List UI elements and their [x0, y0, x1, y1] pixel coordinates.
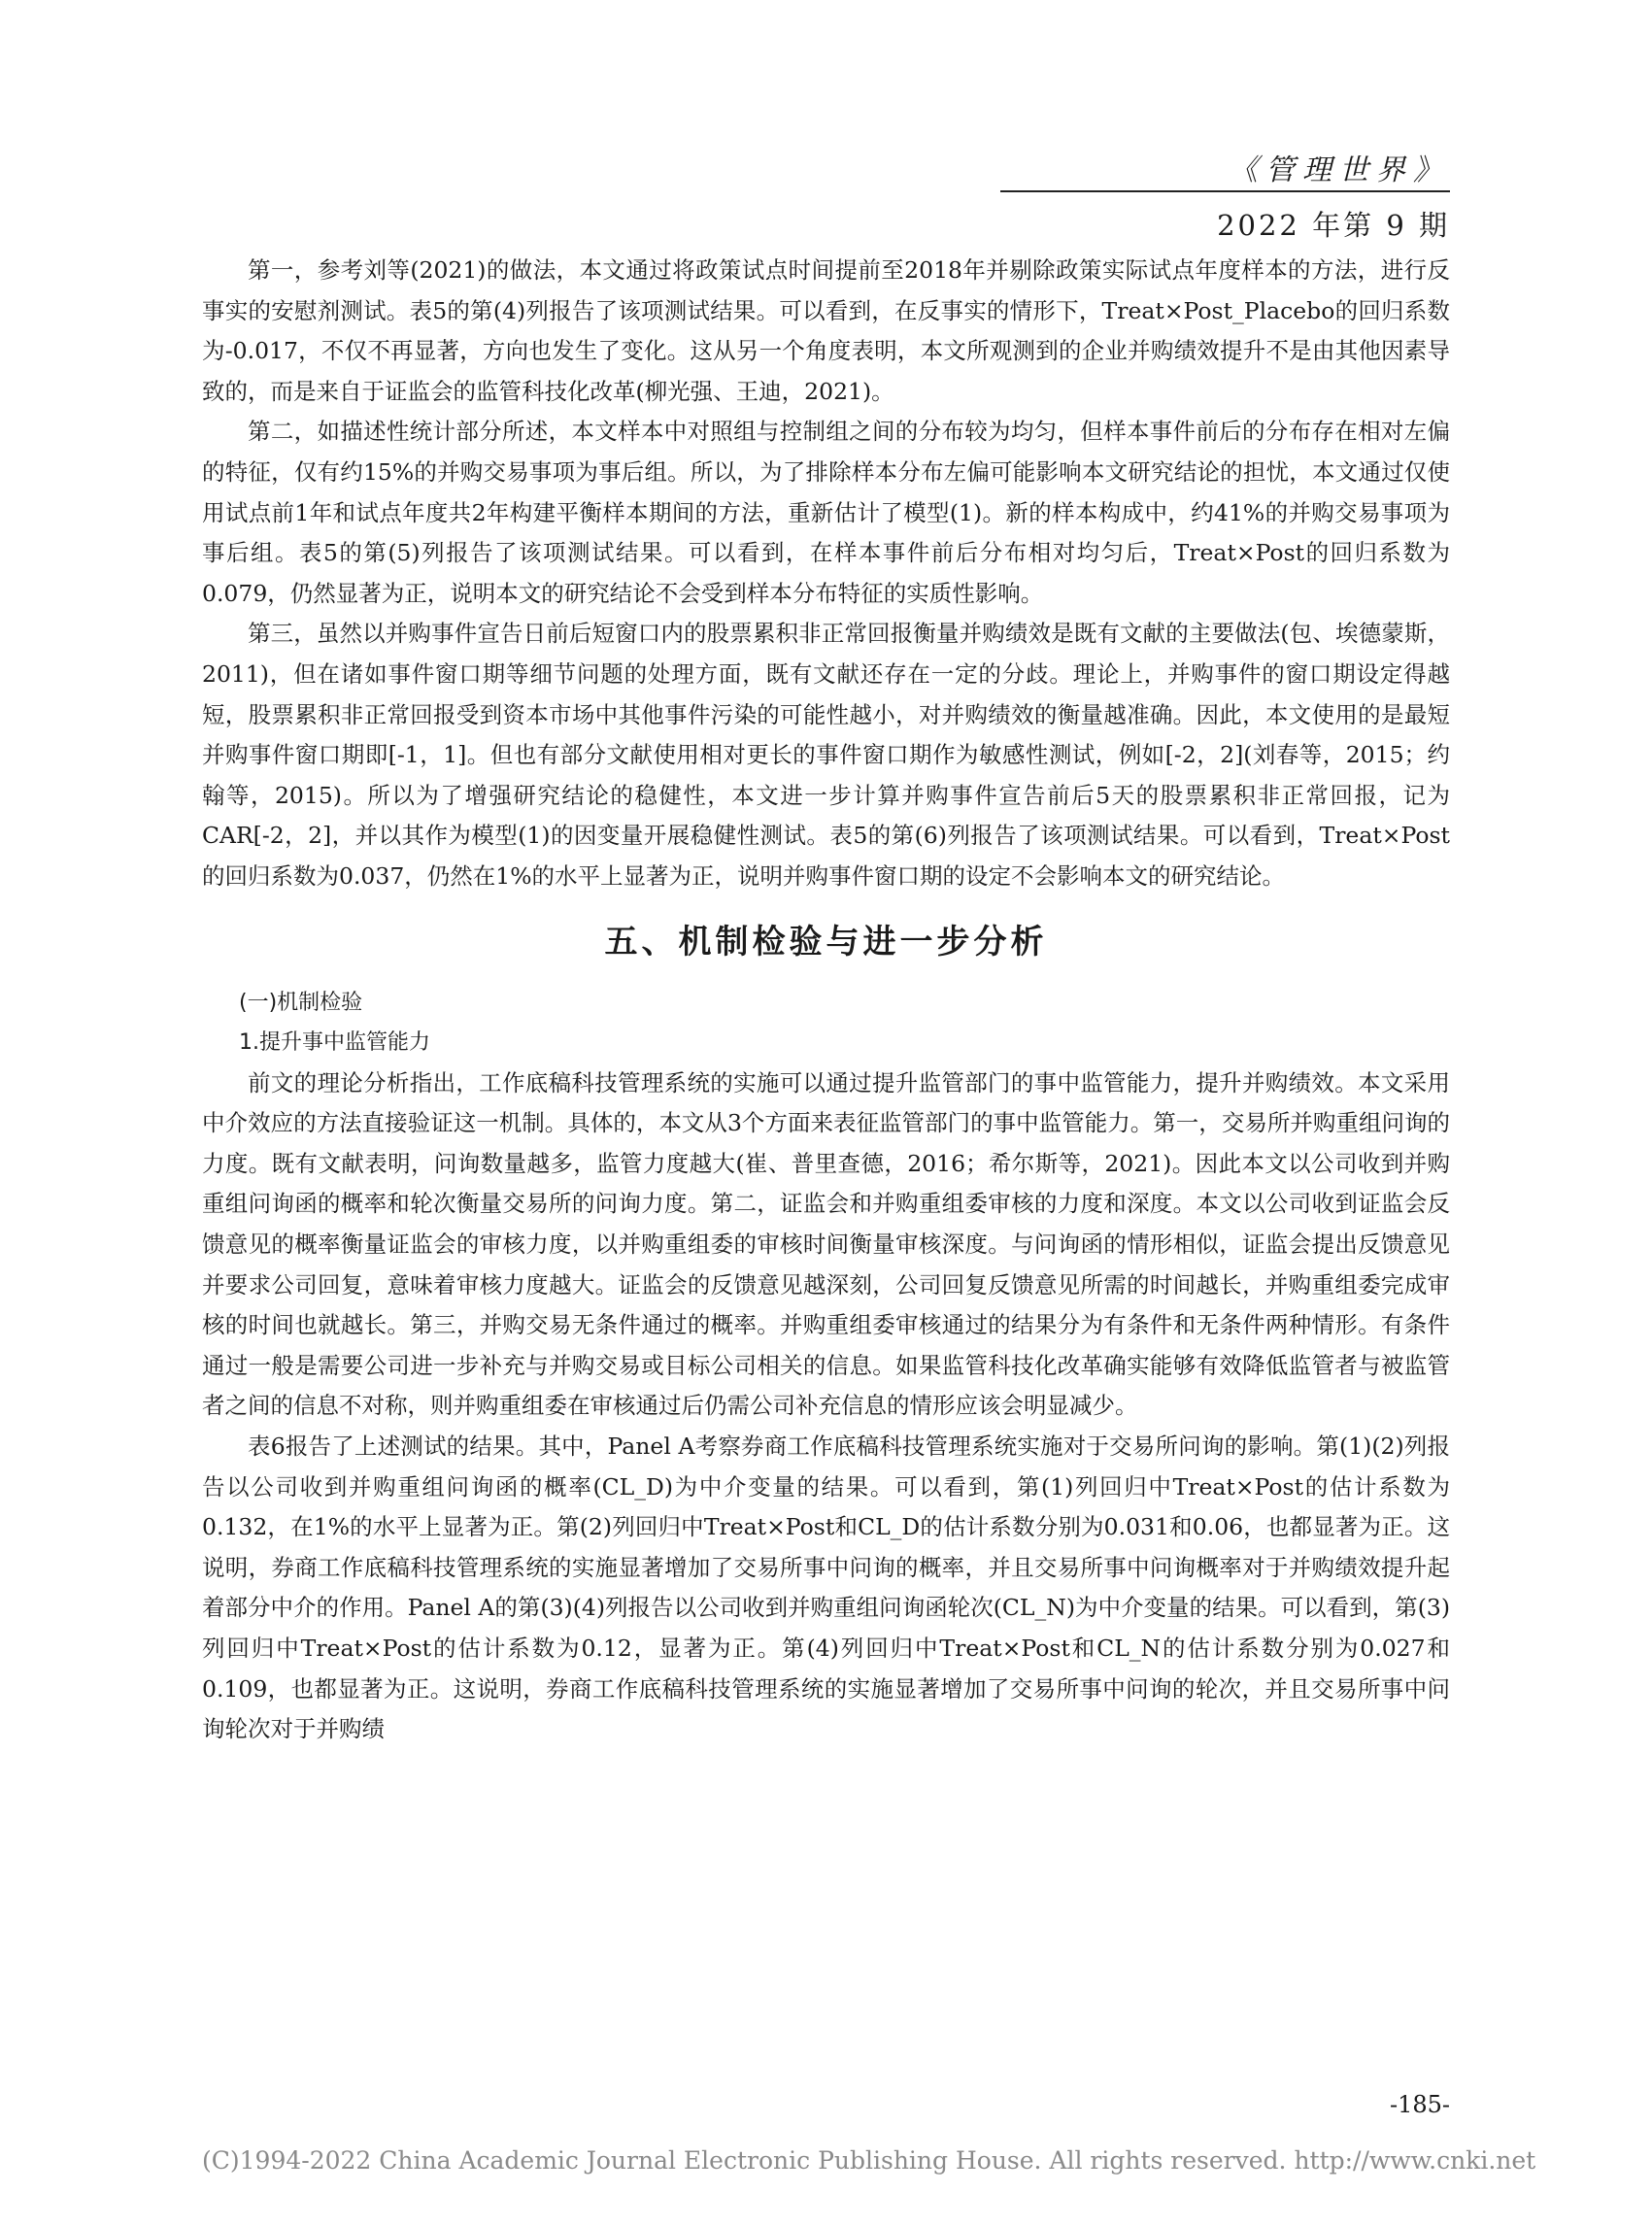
subsubsection-heading: 1.提升事中监管能力	[239, 1030, 430, 1056]
paragraph-table6-results: 表6报告了上述测试的结果。其中，Panel A考察券商工作底稿科技管理系统实施对于交易所问询的影响。第(1)(2)列报告以公司收到并购重组问询函的概率(CL_D)为中介变量的结果。可以看到，第(1)列回归中Treat×Post的估计系数为0.132，在1%的水平上显著为正。第(2)列回归中Treat×Post和CL_D的估计系数分别为0.031和0.06，也都显著为正。这说明，券商工作底稿科技管理系统的实施显著增加了交易所事中问询的概率，并且交易所事中问询概率对于并购绩效提升起着部分中介的作用。Panel A的第(3)(4)列报告以公司收到并购重组问询函轮次(CL_N)为中介变量的结果。可以看到，第(3)列回归中Treat×Post的估计系数为0.12，显著为正。第(4)列回归中Treat×Post和CL_N的估计系数分别为0.027和0.109，也都显著为正。这说明，券商工作底稿科技管理系统的实施显著增加了交易所事中问询的轮次，并且交易所事中问询轮次对于并购绩	[202, 1433, 1450, 1743]
article-body	[202, 251, 1450, 1750]
paragraph-event-window: 第三，虽然以并购事件宣告日前后短窗口内的股票累积非正常回报衡量并购绩效是既有文献的主要做法(包、埃德蒙斯，2011)，但在诸如事件窗口期等细节问题的处理方面，既有文献还存在一定的分歧。理论上，并购事件的窗口期设定得越短，股票累积非正常回报受到资本市场中其他事件污染的可能性越小，对并购绩效的衡量越准确。因此，本文使用的是最短并购事件窗口期即[-1，1]。但也有部分文献使用相对更长的事件窗口期作为敏感性测试，例如[-2，2](刘春等，2015；约翰等，2015)。所以为了增强研究结论的稳健性，本文进一步计算并购事件宣告前后5天的股票累积非正常回报，记为CAR[-2，2]，并以其作为模型(1)的因变量开展稳健性测试。表5的第(6)列报告了该项测试结果。可以看到，Treat×Post的回归系数为0.037，仍然在1%的水平上显著为正，说明并购事件窗口期的设定不会影响本文的研究结论。	[202, 620, 1450, 890]
page-number: -185-	[1389, 2091, 1450, 2118]
journal-title: 《管理世界》	[1229, 153, 1450, 187]
copyright-notice: (C)1994-2022 China Academic Journal Electronic Publishing House. All rights reserved. http://www.cnki.net	[202, 2146, 1536, 2175]
issue-label: 2022 年第 9 期	[1217, 209, 1450, 242]
paragraph-placebo-test: 第一，参考刘等(2021)的做法，本文通过将政策试点时间提前至2018年并剔除政策实际试点年度样本的方法，进行反事实的安慰剂测试。表5的第(4)列报告了该项测试结果。可以看到，在反事实的情形下，Treat×Post_Placebo的回归系数为-0.017，不仅不再显著，方向也发生了变化。这从另一个角度表明，本文所观测到的企业并购绩效提升不是由其他因素导致的，而是来自于证监会的监管科技化改革(柳光强、王迪，2021)。	[202, 256, 1450, 405]
paragraph-mechanism: 前文的理论分析指出，工作底稿科技管理系统的实施可以通过提升监管部门的事中监管能力，提升并购绩效。本文采用中介效应的方法直接验证这一机制。具体的，本文从3个方面来表征监管部门的事中监管能力。第一，交易所并购重组问询的力度。既有文献表明，问询数量越多，监管力度越大(崔、普里查德，2016；希尔斯等，2021)。因此本文以公司收到并购重组问询函的概率和轮次衡量交易所的问询力度。第二，证监会和并购重组委审核的力度和深度。本文以公司收到证监会反馈意见的概率衡量证监会的审核力度，以并购重组委的审核时间衡量审核深度。与问询函的情形相似，证监会提出反馈意见并要求公司回复，意味着审核力度越大。证监会的反馈意见越深刻，公司回复反馈意见所需的时间越长，并购重组委完成审核的时间也就越长。第三，并购交易无条件通过的概率。并购重组委审核通过的结果分为有条件和无条件两种情形。有条件通过一般是需要公司进一步补充与并购交易或目标公司相关的信息。如果监管科技化改革确实能够有效降低监管者与被监管者之间的信息不对称，则并购重组委在审核通过后仍需公司补充信息的情形应该会明显减少。	[202, 1068, 1450, 1420]
paragraph-balanced-sample: 第二，如描述性统计部分所述，本文样本中对照组与控制组之间的分布较为均匀，但样本事件前后的分布存在相对左偏的特征，仅有约15%的并购交易事项为事后组。所以，为了排除样本分布左偏可能影响本文研究结论的担忧，本文通过仅使用试点前1年和试点年度共2年构建平衡样本期间的方法，重新估计了模型(1)。新的样本构成中，约41%的并购交易事项为事后组。表5的第(5)列报告了该项测试结果。可以看到，在样本事件前后分布相对均匀后，Treat×Post的回归系数为0.079，仍然显著为正，说明本文的研究结论不会受到样本分布特征的实质性影响。	[202, 418, 1450, 607]
section-title: 五、机制检验与进一步分析	[604, 922, 1048, 961]
subsection-heading: (一)机制检验	[239, 990, 363, 1015]
header-divider	[1000, 190, 1450, 192]
